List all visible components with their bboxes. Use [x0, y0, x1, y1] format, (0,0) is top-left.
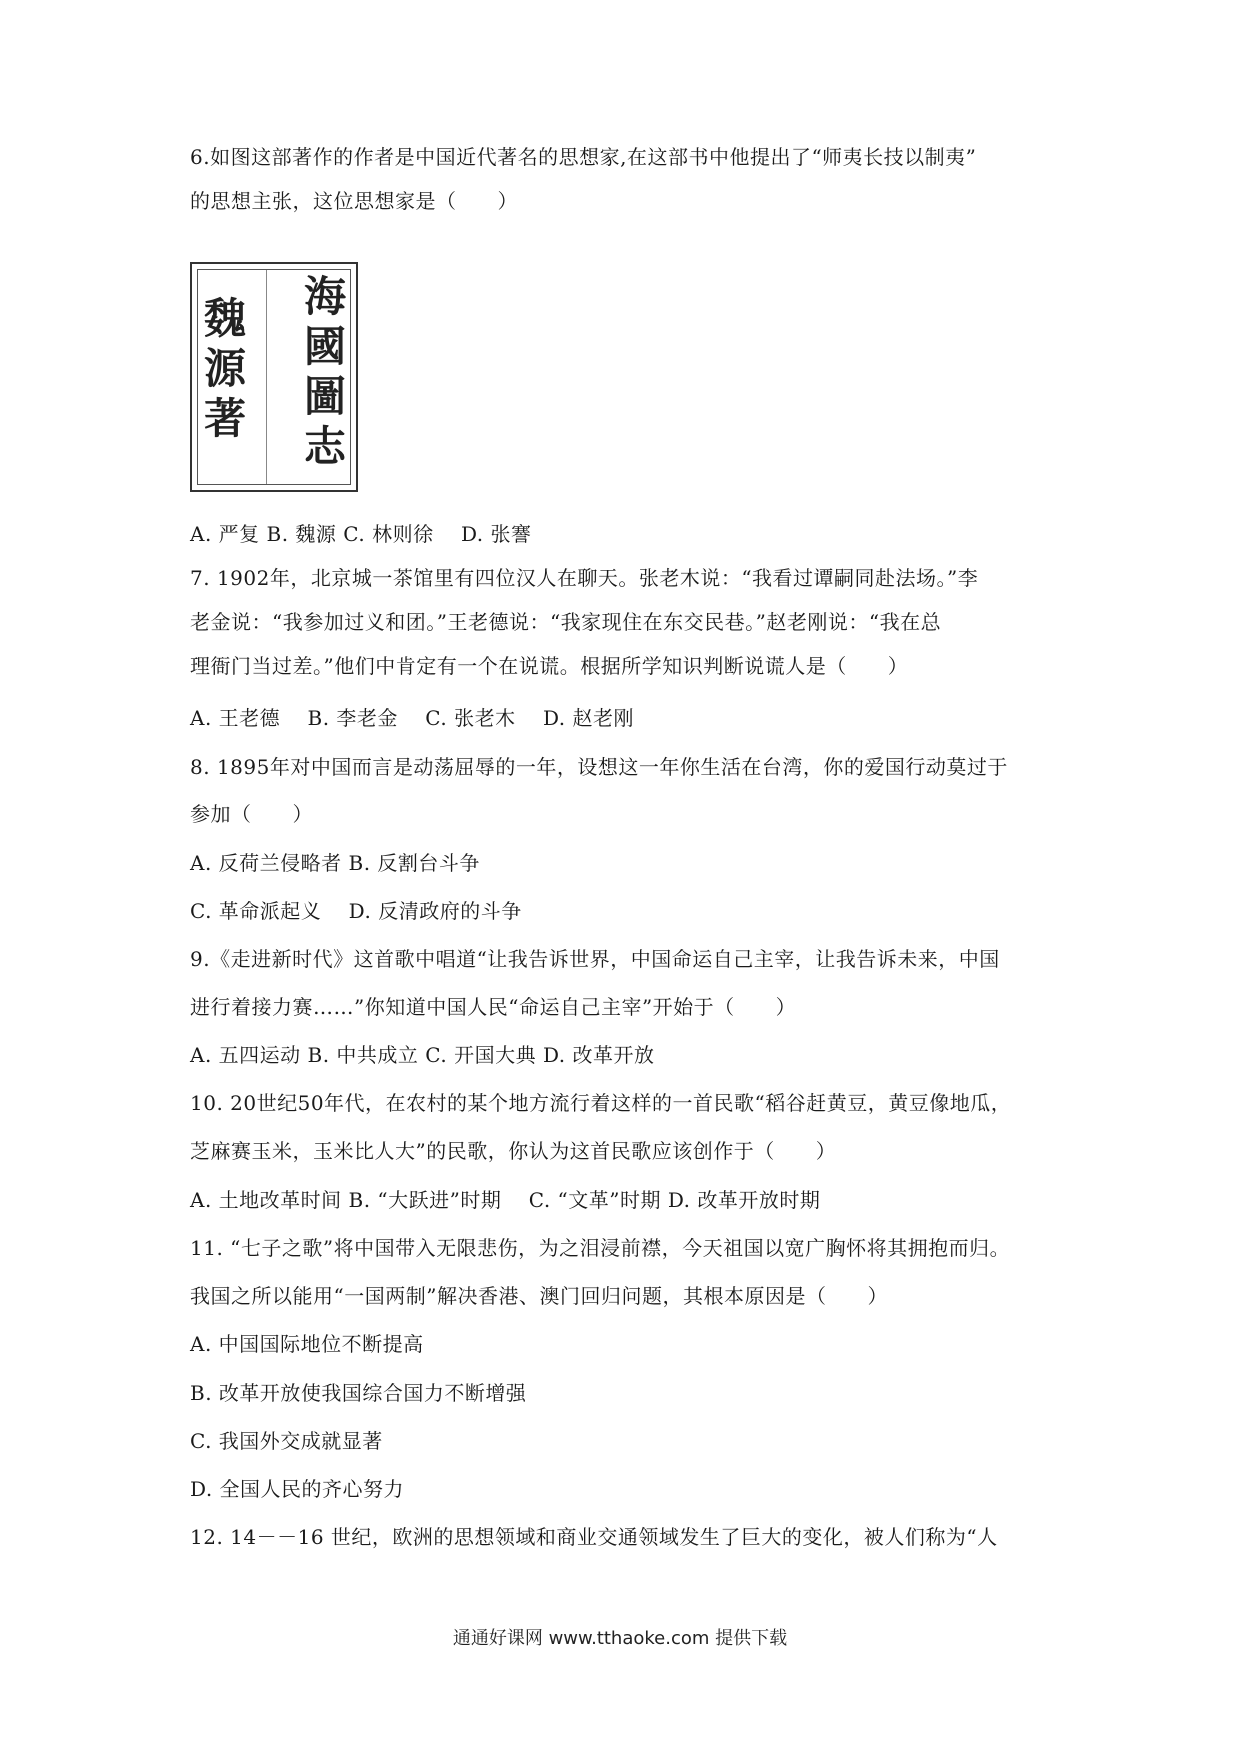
q11-option-c: C. 我国外交成就显著: [190, 1429, 383, 1453]
book-title-char: 圖: [303, 372, 346, 421]
book-cover-image: [190, 262, 358, 492]
q8-options1: A. 反荷兰侵略者 B. 反割台斗争: [190, 851, 480, 875]
q8-options2: C. 革命派起义 D. 反清政府的斗争: [190, 899, 522, 923]
page-footer: 通通好课网 www.tthaoke.com 提供下载: [452, 1628, 788, 1649]
q6-line2: 的思想主张，这位思想家是（ ）: [190, 189, 518, 213]
q7-line1: 7. 1902年，北京城一茶馆里有四位汉人在聊天。张老木说：“我看过谭嗣同赴法场。”李: [190, 566, 979, 590]
book-title-char: 志: [303, 422, 346, 471]
q10-line1: 10. 20世纪50年代，在农村的某个地方流行着这样的一首民歌“稻谷赶黄豆，黄豆像地瓜，: [190, 1091, 1012, 1115]
q6-options: A. 严复 B. 魏源 C. 林则徐 D. 张謇: [190, 522, 532, 546]
book-title-char: 國: [303, 322, 346, 371]
book-author-char: 魏: [204, 294, 247, 343]
q11-option-a: A. 中国国际地位不断提高: [190, 1332, 424, 1356]
q7-line2: 老金说：“我参加过义和团。”王老德说：“我家现住在东交民巷。”赵老刚说：“我在总: [190, 610, 942, 634]
q6-line1: 6.如图这部著作的作者是中国近代著名的思想家,在这部书中他提出了“师夷长技以制夷”: [190, 145, 977, 169]
q7-options: A. 王老德 B. 李老金 C. 张老木 D. 赵老刚: [190, 706, 634, 730]
q10-options: A. 土地改革时间 B. “大跃进”时期 C. “文革”时期 D. 改革开放时期: [190, 1188, 821, 1212]
q11-option-d: D. 全国人民的齐心努力: [190, 1477, 405, 1501]
book-title-column: [304, 272, 346, 472]
book-author-char: 著: [204, 394, 247, 443]
q7-line3: 理衙门当过差。”他们中肯定有一个在说谎。根据所学知识判断说谎人是（ ）: [190, 654, 909, 678]
q9-options: A. 五四运动 B. 中共成立 C. 开国大典 D. 改革开放: [190, 1043, 655, 1067]
q8-line1: 8. 1895年对中国而言是动荡屈辱的一年，设想这一年你生活在台湾，你的爱国行动莫过于: [190, 755, 1008, 779]
q11-option-b: B. 改革开放使我国综合国力不断增强: [190, 1381, 527, 1405]
q12-line1: 12. 14－－16 世纪，欧洲的思想领域和商业交通领域发生了巨大的变化，被人们称为“人: [190, 1525, 998, 1549]
q9-line1: 9.《走进新时代》这首歌中唱道“让我告诉世界，中国命运自己主宰，让我告诉未来，中国: [190, 947, 1000, 971]
book-author-column: [204, 294, 246, 444]
book-author-char: 源: [204, 344, 247, 393]
q8-line2: 参加（ ）: [190, 802, 313, 826]
q11-line1: 11. “七子之歌”将中国带入无限悲伤，为之泪浸前襟，今天祖国以宽广胸怀将其拥抱而归。: [190, 1236, 1011, 1260]
q9-line2: 进行着接力赛……”你知道中国人民“命运自己主宰”开始于（ ）: [190, 995, 797, 1019]
book-title-char: 海: [303, 272, 346, 321]
q10-line2: 芝麻赛玉米，玉米比人大”的民歌，你认为这首民歌应该创作于（ ）: [190, 1139, 837, 1163]
q11-line2: 我国之所以能用“一国两制”解决香港、澳门回归问题，其根本原因是（ ）: [190, 1284, 888, 1308]
book-cover-divider: [266, 270, 267, 484]
